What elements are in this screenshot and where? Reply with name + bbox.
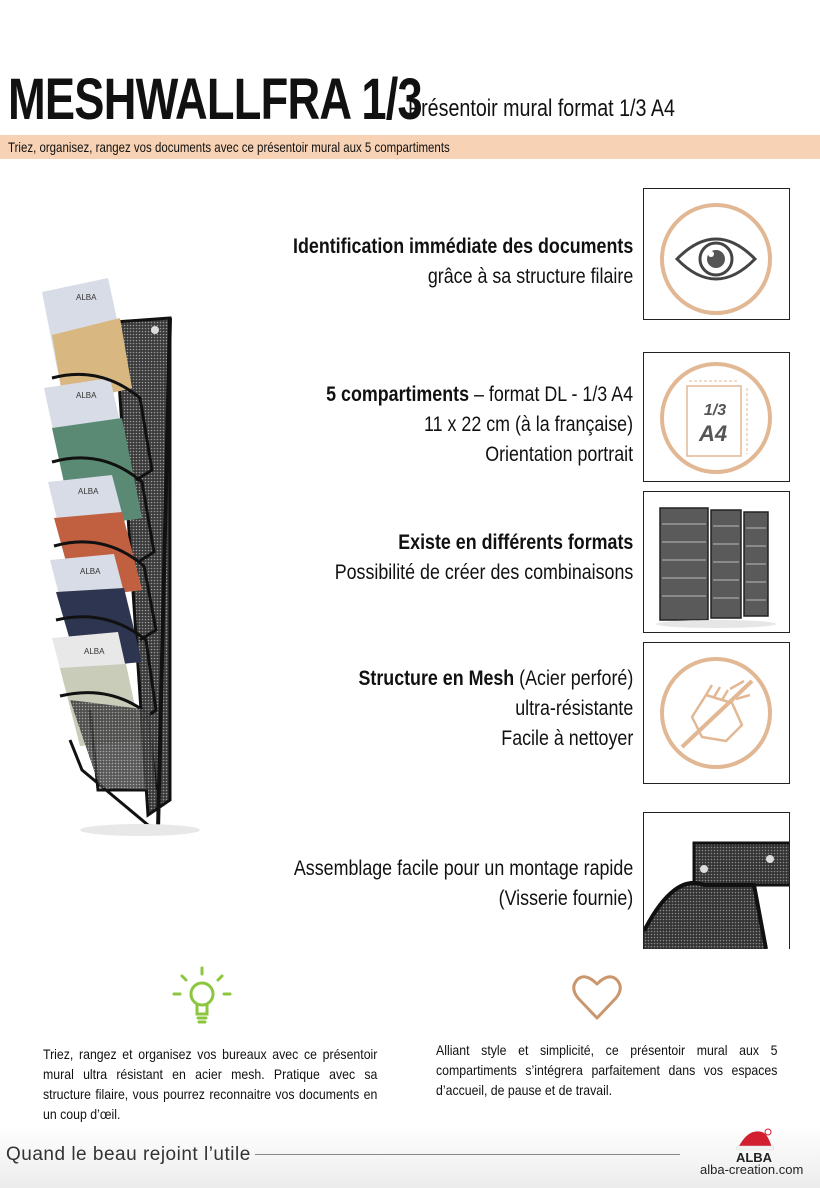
a4-format-icon <box>644 353 789 481</box>
feature-compartments-format: – format DL - 1/3 A4 <box>468 383 633 406</box>
feature-formats <box>334 528 633 588</box>
feature-assembly-title: Assemblage facile pour un montage rapide <box>293 857 633 880</box>
footer-left-text: Triez, rangez et organisez vos bureaux avec ce présentoir mural ultra résistant en acier mesh. Pratique avec sa structure filaire, vous pourrez reconnaitre vos documents en un coup d’œil. <box>43 1046 378 1122</box>
intro-banner-text: Triez, organisez, rangez vos documents avec ce présentoir mural aux 5 compartiments <box>8 139 450 155</box>
feature-compartments-size: 11 x 22 cm (à la française) <box>423 413 633 436</box>
feature-identification-title: Identification immédiate des documents <box>292 235 633 258</box>
feature-mesh <box>358 664 633 754</box>
lightbulb-icon <box>170 964 234 1028</box>
feature-compartments <box>326 380 633 470</box>
alba-logo <box>722 1124 786 1164</box>
svg-text:1/3: 1/3 <box>703 402 727 419</box>
feature-mesh-cleaning: Facile à nettoyer <box>501 727 633 750</box>
feature-identification-desc: grâce à sa structure filaire <box>427 265 633 288</box>
svg-text:ALBA: ALBA <box>80 567 101 576</box>
svg-text:ALBA: ALBA <box>76 293 97 302</box>
svg-text:ALBA: ALBA <box>76 391 97 400</box>
feature-formats-title: Existe en différents formats <box>397 531 633 554</box>
svg-text:ALBA: ALBA <box>78 487 99 496</box>
website-url[interactable]: alba-creation.com <box>700 1162 804 1177</box>
eye-icon-box <box>643 188 790 320</box>
svg-text:ALBA: ALBA <box>84 647 105 656</box>
feature-mesh-material: (Acier perforé) <box>513 667 633 690</box>
feature-mesh-title: Structure en Mesh <box>358 667 514 690</box>
formats-combination-photo <box>644 492 789 632</box>
feature-identification <box>293 232 633 292</box>
feature-mesh-resistance: ultra-résistante <box>514 697 633 720</box>
footer-divider <box>255 1154 680 1155</box>
wall-mount-photo <box>644 813 789 949</box>
footer-right-text: Alliant style et simplicité, ce présentoir mural aux 5 compartiments s’intégrera parfaitement dans vos espaces d’accueil, de pause et de travail. <box>436 1042 778 1098</box>
feature-assembly-desc: (Visserie fournie) <box>498 887 633 910</box>
cleaning-icon-box <box>643 642 790 784</box>
svg-text:ALBA: ALBA <box>735 1150 773 1164</box>
feature-compartments-orientation: Orientation portrait <box>485 443 633 466</box>
tagline: Quand le beau rejoint l’utile <box>6 1144 251 1165</box>
intro-banner <box>0 135 820 159</box>
assembly-photo-box <box>643 812 790 949</box>
svg-text:A4: A4 <box>698 421 728 446</box>
format-icon-box <box>643 352 790 482</box>
product-subtitle: Présentoir mural format 1/3 A4 <box>408 95 675 122</box>
feature-assembly <box>294 854 633 914</box>
eye-icon <box>644 189 789 319</box>
formats-photo-box <box>643 491 790 633</box>
feature-compartments-title: 5 compartiments <box>326 383 469 406</box>
product-image <box>30 270 230 840</box>
no-cleaning-icon <box>644 643 789 783</box>
heart-icon <box>570 970 624 1024</box>
product-title: MESHWALLFRA 1/3 <box>8 67 422 132</box>
feature-formats-desc: Possibilité de créer des combinaisons <box>334 561 633 584</box>
